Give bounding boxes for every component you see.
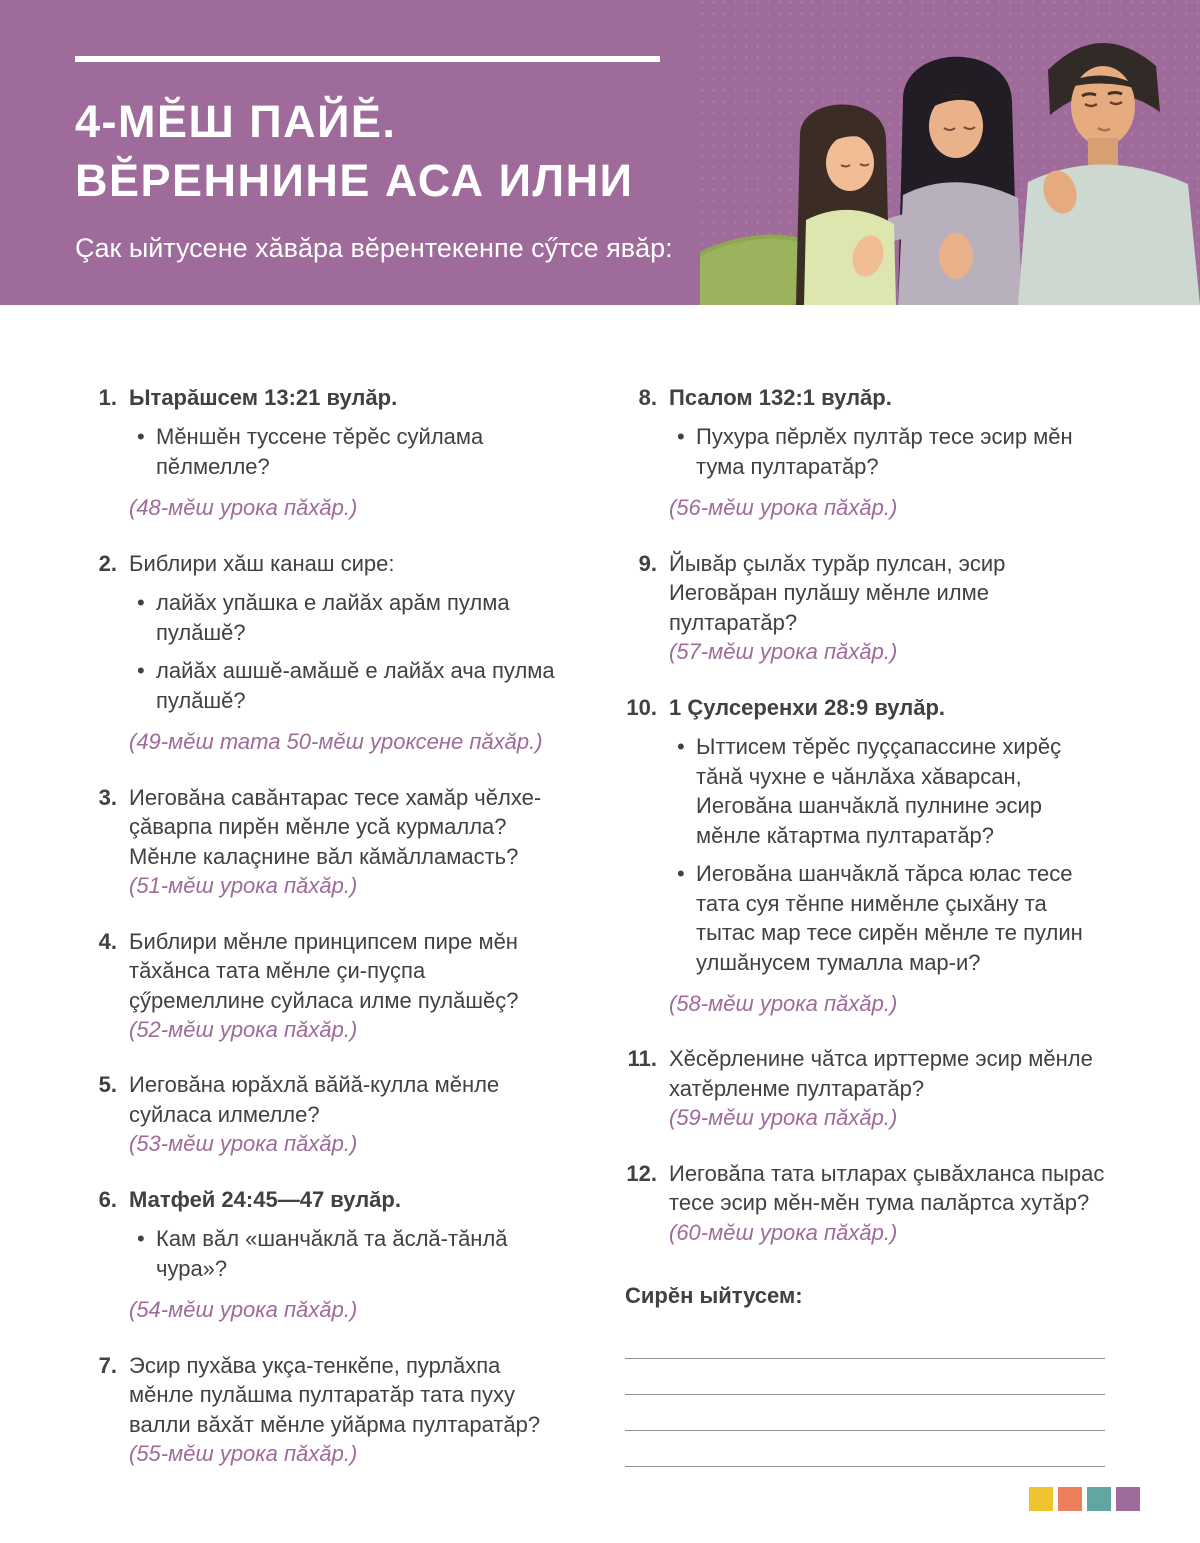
scripture-reading: Матфей 24:45—47 вулăр. [129, 1186, 401, 1212]
color-square-teal [1087, 1487, 1111, 1511]
lesson-reference: (53-мĕш урока пăхăр.) [129, 1131, 358, 1157]
question-4 [85, 927, 565, 1045]
color-square-yellow [1029, 1487, 1053, 1511]
lesson-reference: (49-мĕш тата 50-мĕш уроксене пăхăр.) [129, 729, 543, 755]
bullet-item: • лайăх упăшка е лайăх арăм пулма пулăшĕ? [129, 588, 565, 647]
question-number: 3. [98, 784, 117, 810]
page-subtitle: Çак ыйтусене хăвăра вĕрентекенпе сӳтсе явăр: [75, 233, 673, 263]
header [0, 0, 1200, 305]
your-questions-heading: Сирĕн ыйтусем: [625, 1283, 803, 1309]
question-number: 9. [638, 550, 657, 576]
bullet-item: • Пухура пĕрлĕх пултăр тесе эсир мĕн тума пултаратăр? [669, 422, 1105, 481]
question-text: Иеговăпа тата ытларах çывăхланса пырас тесе эсир мĕн-мĕн тума палăртса хутăр? [669, 1160, 1105, 1216]
question-text: Библири хăш канаш сире: [129, 550, 395, 576]
question-number: 4. [98, 928, 117, 954]
bullet-list [669, 732, 1105, 977]
footer-color-squares [1029, 1487, 1140, 1511]
question-12 [625, 1159, 1105, 1247]
lesson-reference: (57-мĕш урока пăхăр.) [669, 639, 898, 665]
write-line [625, 1323, 1105, 1359]
person-girl [796, 104, 896, 305]
question-number: 10. [626, 694, 657, 720]
page-title-line1: 4-МĔШ ПАЙĔ. [75, 96, 397, 147]
write-line [625, 1395, 1105, 1431]
right-column [625, 383, 1105, 1495]
question-5 [85, 1070, 565, 1158]
page-title-line2: ВĔРЕННИНЕ АСА ИЛНИ [75, 155, 634, 207]
question-text: Иеговăна юрăхлă вăйă-кулла мĕнле суйласа илмелле? [129, 1072, 500, 1127]
header-rule [75, 56, 660, 62]
lesson-reference: (52-мĕш урока пăхăр.) [129, 1016, 358, 1042]
scripture-reading: Псалом 132:1 вулăр. [669, 385, 892, 410]
bullet-list [129, 1224, 565, 1283]
page-title [75, 92, 633, 211]
question-text: Эсир пухăва укçа-тенкĕпе, пурлăхпа мĕнле пулăшма пултаратăр тата пуху валли вăхăт мĕнле уйăрма пултаратăр? [129, 1352, 541, 1437]
lesson-reference: (56-мĕш урока пăхăр.) [669, 495, 898, 521]
family-praying-illustration [700, 0, 1200, 305]
bullet-item: • Ыттисем тĕрĕс пуççапассине хирĕç тăнă чухне е чăнлăха хăварсан, Иеговăна шанчăклă пулнине эсир мĕнле кăтартма пултаратăр? [669, 732, 1105, 850]
question-number: 5. [98, 1072, 117, 1098]
write-line [625, 1359, 1105, 1395]
question-text: Иеговăна савăнтарас тесе хамăр чĕлхе-çăварпа пирĕн мĕнле усă курмалла? Мĕнле калаçнине вăл кăмăлламасть? [129, 784, 542, 869]
lesson-reference: (54-мĕш урока пăхăр.) [129, 1297, 358, 1323]
color-square-coral [1058, 1487, 1082, 1511]
question-number: 12. [626, 1160, 657, 1186]
bullet-item: • Мĕншĕн туссене тĕрĕс суйлама пĕлмелле? [129, 422, 565, 481]
write-lines [625, 1323, 1105, 1467]
question-number: 11. [627, 1046, 657, 1072]
question-10 [625, 693, 1105, 1019]
bullet-item: • Кам вăл «шанчăклă та ăслă-тăнлă чура»? [129, 1224, 565, 1283]
bullet-list [129, 422, 565, 481]
scripture-reading: 1 Çулсеренхи 28:9 вулăр. [669, 694, 945, 720]
question-8 [625, 383, 1105, 523]
question-number: 7. [98, 1352, 117, 1378]
lesson-reference: (51-мĕш урока пăхăр.) [129, 873, 358, 899]
lesson-reference: (58-мĕш урока пăхăр.) [669, 990, 898, 1016]
left-column [85, 383, 565, 1495]
question-2 [85, 549, 565, 757]
questions-section [0, 305, 1200, 1495]
question-7 [85, 1351, 565, 1469]
question-number: 8. [638, 385, 657, 410]
question-number: 1. [98, 385, 117, 410]
write-line [625, 1431, 1105, 1467]
question-1 [85, 383, 565, 523]
question-11 [625, 1044, 1105, 1132]
question-9 [625, 549, 1105, 667]
color-square-purple [1116, 1487, 1140, 1511]
bullet-list [669, 422, 1105, 481]
question-3 [85, 783, 565, 901]
lesson-reference: (48-мĕш урока пăхăр.) [129, 495, 358, 521]
lesson-reference: (60-мĕш урока пăхăр.) [669, 1219, 898, 1245]
scripture-reading: Ытарăшсем 13:21 вулăр. [129, 385, 398, 410]
bullet-item: • Иеговăна шанчăклă тăрса юлас тесе тата суя тĕнпе нимĕнле çыхăну та тытас мар тесе сирĕн мĕнле те пулин улшăнусем тумалла мар-и? [669, 859, 1105, 977]
question-text: Хĕсĕрленине чăтса ирттерме эсир мĕнле хатĕрленме пултаратăр? [669, 1046, 1093, 1101]
your-questions-block [625, 1283, 1105, 1467]
bullet-item: • лайăх ашшĕ-амăшĕ е лайăх ача пулма пулăшĕ? [129, 656, 565, 715]
bullet-list [129, 588, 565, 715]
question-text: Йывăр çылăх турăр пулсан, эсир Иеговăран пулăшу мĕнле илме пултаратăр? [669, 550, 1006, 635]
lesson-reference: (55-мĕш урока пăхăр.) [129, 1441, 358, 1467]
question-text: Библири мĕнле принципсем пире мĕн тăхăнса тата мĕнле çи-пуçпа çӳремеллине суйласа илме пулăшĕç? [129, 928, 519, 1013]
question-6 [85, 1185, 565, 1325]
question-number: 6. [98, 1186, 117, 1212]
lesson-reference: (59-мĕш урока пăхăр.) [669, 1105, 898, 1131]
question-number: 2. [98, 550, 117, 576]
